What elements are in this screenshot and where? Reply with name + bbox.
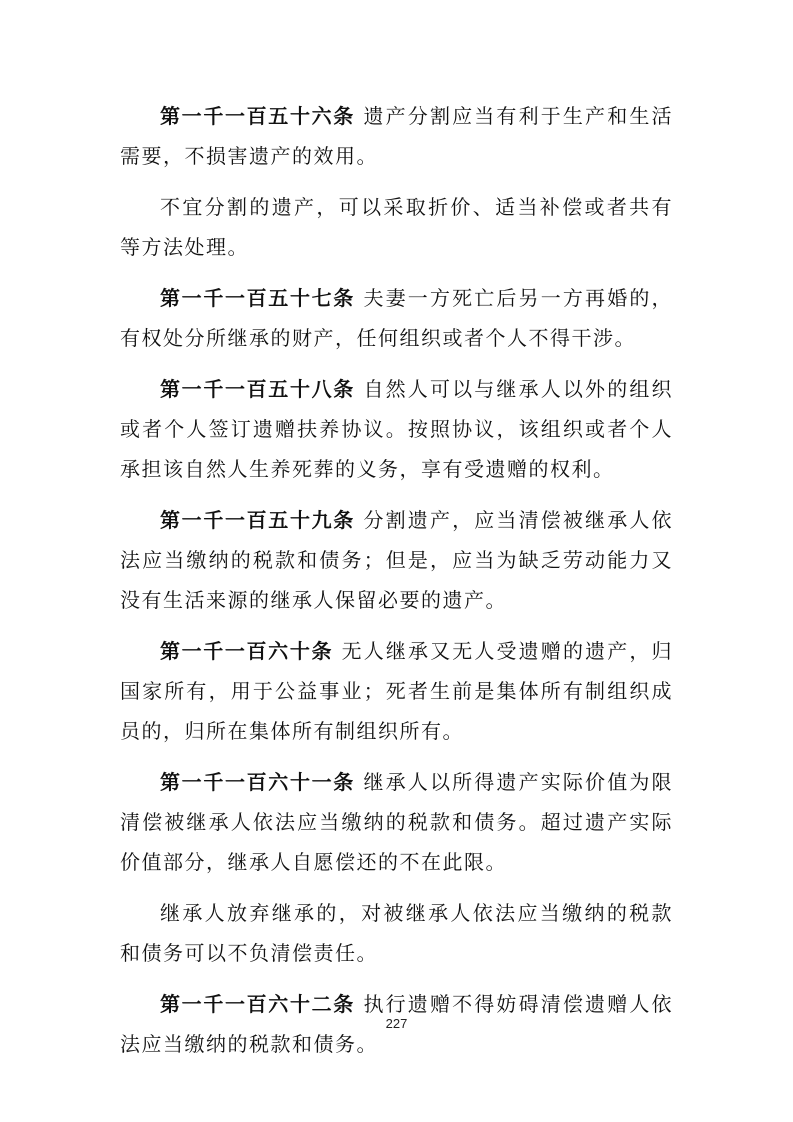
article-text: 继承人放弃继承的，对被继承人依法应当缴纳的税款和债务可以不负清偿责任。: [120, 901, 673, 965]
paragraph-article-1160: [120, 631, 673, 751]
article-heading: 第一千一百六十条: [160, 639, 334, 663]
paragraph-article-1158: [120, 369, 673, 489]
paragraph-continuation: [120, 893, 673, 973]
page-number: 227: [385, 1016, 408, 1031]
article-text: 执行遗赠不得妨碍清偿遗赠人依法应当缴纳的税款和债务。: [120, 992, 674, 1056]
article-text: 自然人可以与继承人以外的组织或者个人签订遗赠扶养协议。按照协议，该组织或者个人承担该自然人生养死葬的义务，享有受遗赠的权利。: [120, 377, 674, 481]
article-heading: 第一千一百六十二条: [160, 992, 355, 1016]
article-heading: 第一千一百五十八条: [160, 377, 355, 401]
article-text: 遗产分割应当有利于生产和生活需要，不损害遗产的效用。: [120, 104, 674, 168]
article-heading: 第一千一百五十七条: [160, 286, 355, 310]
article-text: 分割遗产，应当清偿被继承人依法应当缴纳的税款和债务；但是，应当为缺乏劳动能力又没有生活来源的继承人保留必要的遗产。: [120, 508, 674, 612]
paragraph-article-1159: [120, 500, 673, 620]
paragraph-article-1157: [120, 278, 673, 358]
paragraph-article-1156: [120, 96, 673, 176]
article-heading: 第一千一百五十九条: [160, 508, 355, 532]
document-body: [120, 96, 673, 1075]
article-text: 夫妻一方死亡后另一方再婚的，有权处分所继承的财产，任何组织或者个人不得干涉。: [120, 286, 674, 350]
article-heading: 第一千一百六十一条: [160, 770, 355, 794]
article-text: 不宜分割的遗产，可以采取折价、适当补偿或者共有等方法处理。: [120, 195, 673, 259]
paragraph-continuation: [120, 187, 673, 267]
article-text: 无人继承又无人受遗赠的遗产，归国家所有，用于公益事业；死者生前是集体所有制组织成员的，归所在集体所有制组织所有。: [120, 639, 674, 743]
article-text: 继承人以所得遗产实际价值为限清偿被继承人依法应当缴纳的税款和债务。超过遗产实际价值部分，继承人自愿偿还的不在此限。: [120, 770, 674, 874]
paragraph-article-1161: [120, 762, 673, 882]
article-heading: 第一千一百五十六条: [160, 104, 355, 128]
